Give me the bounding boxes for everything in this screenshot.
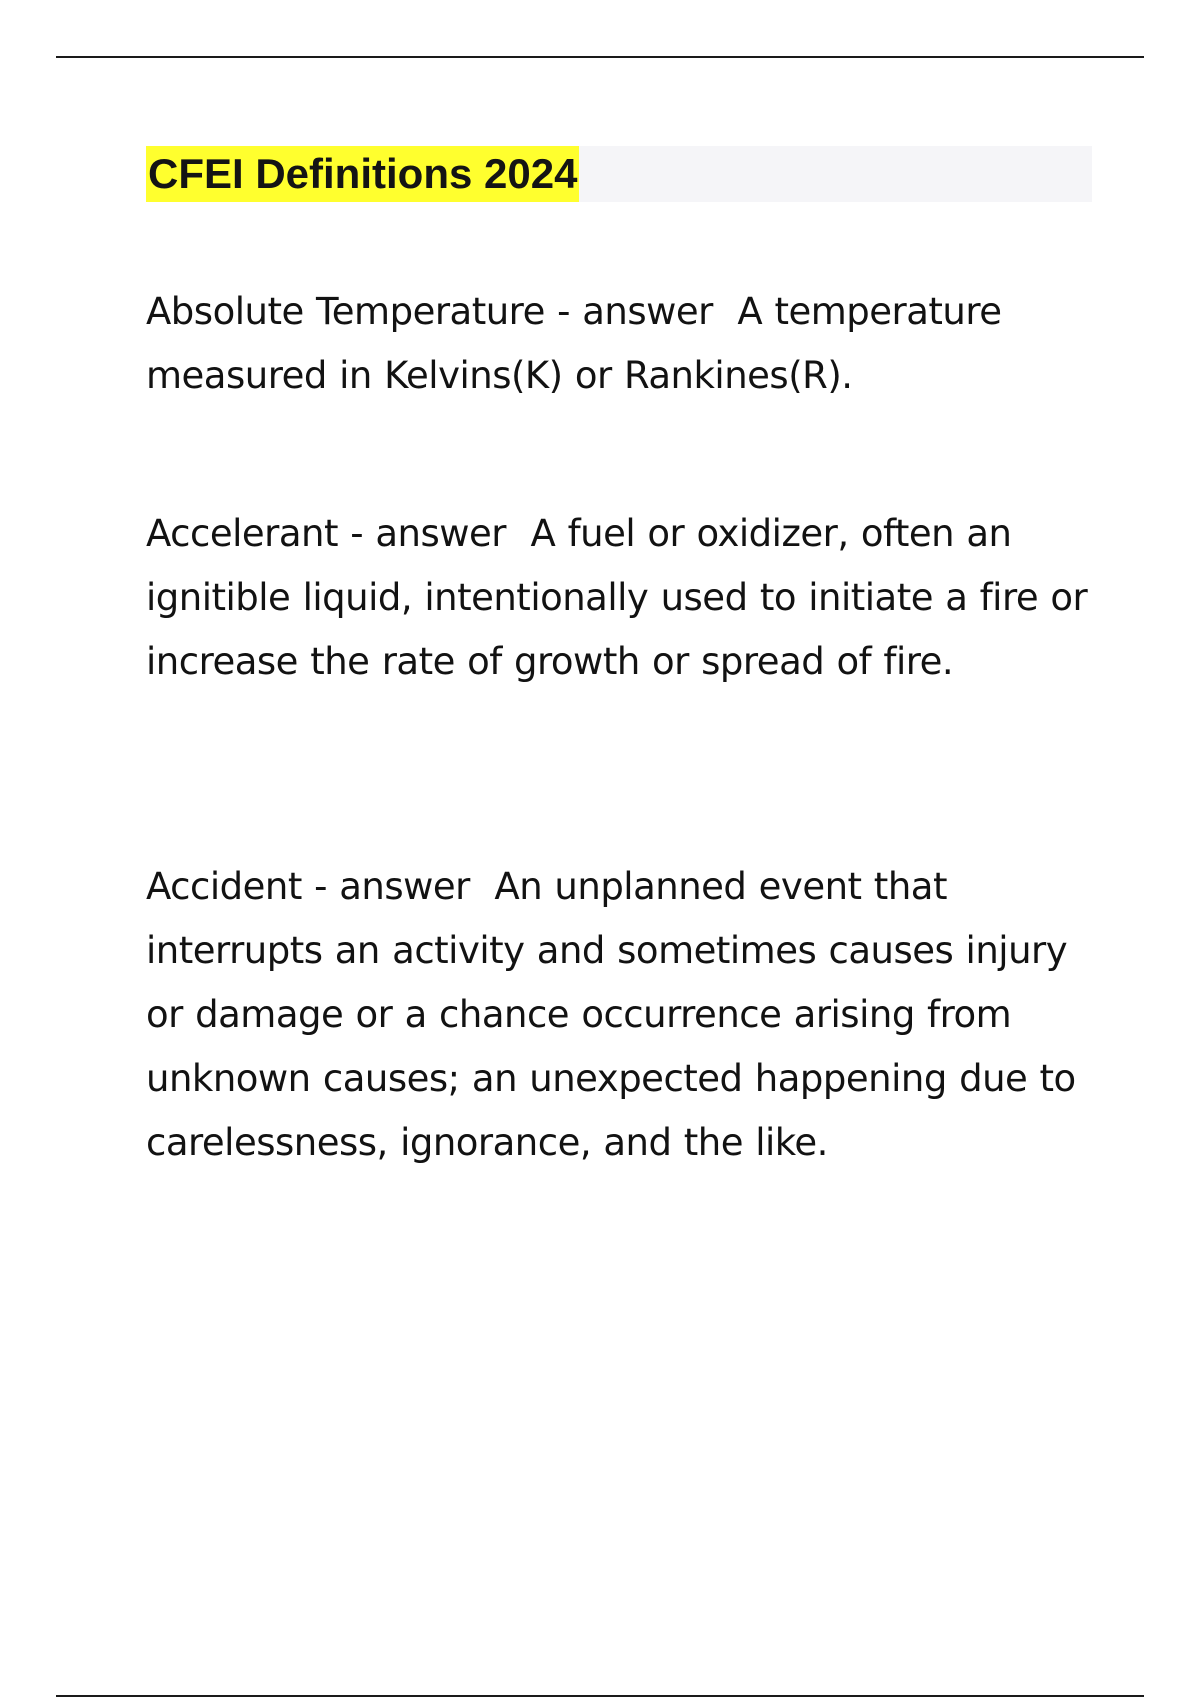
- entry-definition: A fuel or oxidizer, often an ignitible liquid, intentionally used to initiate a fire or increase the rate of growth or spread of fire.: [146, 512, 1088, 683]
- top-divider: [56, 56, 1144, 58]
- page-title: CFEI Definitions 2024: [146, 146, 579, 202]
- entry-definition: An unplanned event that interrupts an activity and sometimes causes injury or damage or a chance occurrence arising from unknown causes; an unexpected happening due to carelessness, ignorance, and the like.: [146, 865, 1076, 1164]
- definition-entry: [146, 502, 1096, 694]
- entry-separator: - answer: [338, 512, 531, 555]
- bottom-divider: [56, 1695, 1144, 1697]
- entry-definition: A temperature measured in Kelvins(K) or Rankines(R).: [146, 290, 1002, 397]
- entry-term: Absolute Temperature: [146, 290, 545, 333]
- definition-entry: [146, 855, 1096, 1175]
- entry-separator: - answer: [301, 865, 495, 908]
- entry-term: Accelerant: [146, 512, 338, 555]
- entry-term: Accident: [146, 865, 302, 908]
- entry-separator: - answer: [544, 290, 738, 333]
- definition-entry: [146, 280, 1096, 408]
